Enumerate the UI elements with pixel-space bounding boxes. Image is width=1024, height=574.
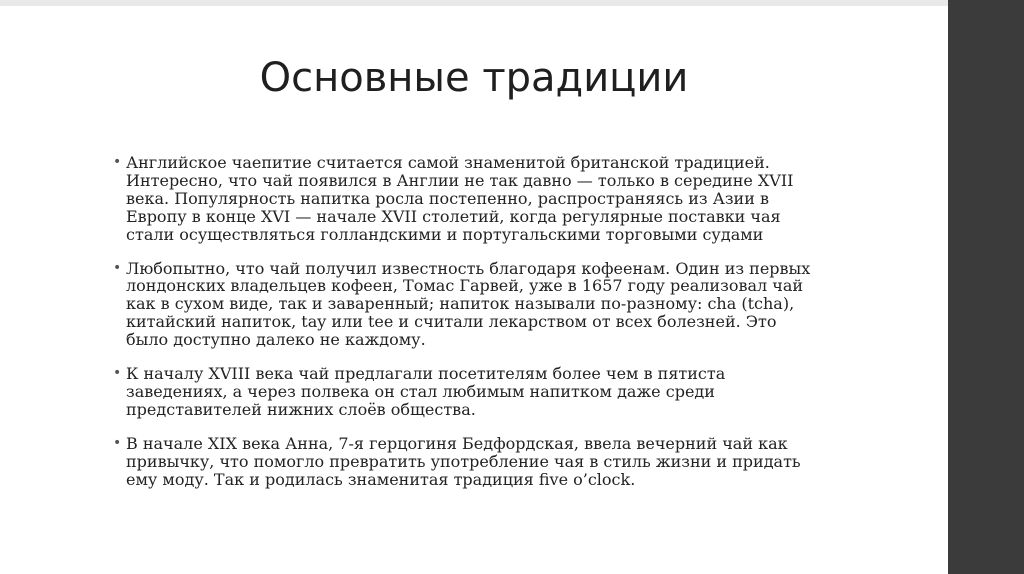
bullet-item-3 (113, 365, 813, 419)
right-decor-band (948, 0, 1024, 574)
bullet-icon: • (113, 259, 122, 276)
bullet-list (113, 154, 813, 505)
top-decor-band (0, 0, 948, 6)
bullet-text-2: Любопытно, что чай получил известность благодаря кофеенам. Один из первых лондонских владельцев кофеен, Томас Гарвей, уже в 1657 году реализовал чай как в сухом виде, так и заваренный; напиток называли по-разному: cha (tcha), китайский напиток, tay или tee и считали лекарством от всех болезней. Это было доступно далеко не каждому. (126, 258, 811, 350)
bullet-item-2 (113, 260, 813, 350)
bullet-icon: • (113, 434, 122, 451)
bullet-item-1 (113, 154, 813, 244)
bullet-icon: • (113, 365, 122, 382)
bullet-text-1: Английское чаепитие считается самой знаменитой британской традицией. Интересно, что чай появился в Англии не так давно — только в середине XVII века. Популярность напитка росла постепенно, распространяясь из Азии в Европу в конце XVI — начале XVII столетий, когда регулярные поставки чая стали осуществляться голландскими и португальскими торговыми судами (126, 153, 794, 244)
bullet-item-4 (113, 435, 813, 489)
bullet-text-4: В начале XIX века Анна, 7-я герцогиня Бедфордская, ввела вечерний чай как привычку, что помогло превратить употребление чая в стиль жизни и придать ему моду. Так и родилась знаменитая традиция five o’clock. (126, 433, 801, 489)
bullet-text-3: К началу XVIII века чай предлагали посетителям более чем в пятиста заведениях, а через полвека он стал любимым напитком даже среди представителей нижних слоёв общества. (126, 364, 726, 419)
bullet-icon: • (113, 154, 122, 170)
slide-title: Основные традиции (259, 55, 689, 101)
